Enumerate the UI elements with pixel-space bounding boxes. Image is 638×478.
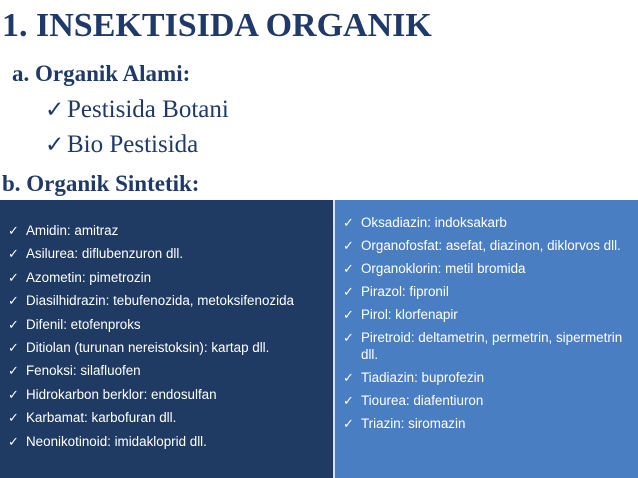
list-item-label: Neonikotinoid: imidakloprid dll. [26,433,207,449]
left-list [8,222,333,450]
checkmark-icon: ✓ [343,370,354,385]
checkmark-icon: ✓ [8,363,19,379]
list-item [343,283,634,300]
checkmark-icon: ✓ [8,410,19,426]
list-item [343,237,634,254]
list-item [8,222,333,239]
list-item-label: Fenoksi: silafluofen [26,363,141,379]
checkmark-icon: ✓ [8,269,19,285]
list-item-label: Piretroid: deltametrin, permetrin, sipermetrin dll. [361,330,623,362]
checkmark-icon: ✓ [343,261,354,276]
section-a-heading: a. Organik Alami: [12,61,191,86]
list-item-label: Oksadiazin: indoksakarb [361,215,507,230]
checkmark-icon: ✓ [45,132,65,157]
list-item [8,409,333,426]
checkmark-icon: ✓ [343,330,354,345]
list-item-label: Tiadiazin: buprofezin [361,370,485,385]
checkmark-icon: ✓ [343,416,354,431]
list-item-label: Hidrokarbon berklor: endosulfan [26,386,217,402]
list-item-label: Triazin: siromazin [361,416,466,431]
list-item [8,292,333,309]
list-item-label: Ditiolan (turunan nereistoksin): kartap dll. [26,339,270,355]
list-item-label: Organofosfat: asefat, diazinon, diklorvos dll. [361,238,621,253]
list-item [8,339,333,356]
list-item [8,362,333,379]
list-item-label: Azometin: pimetrozin [26,269,152,285]
list-item [343,329,634,363]
checkmark-icon: ✓ [8,246,19,262]
section-a-item [45,95,229,125]
section-b-heading: b. Organik Sintetik: [2,171,200,196]
checkmark-icon: ✓ [343,238,354,253]
list-item [8,269,333,286]
list-item [8,386,333,403]
list-item [343,306,634,323]
list-item-label: Difenil: etofenproks [26,316,141,332]
list-item [8,433,333,450]
list-item [343,392,634,409]
checkmark-icon: ✓ [8,386,19,402]
slide-title: 1. INSEKTISIDA ORGANIK [2,7,432,44]
checkmark-icon: ✓ [343,393,354,408]
section-a-item-label: Bio Pestisida [67,131,199,158]
section-a-item-label: Pestisida Botani [67,96,229,123]
right-list [343,214,634,432]
list-item [343,260,634,277]
checkmark-icon: ✓ [343,215,354,230]
list-item-label: Pirazol: fipronil [361,284,449,299]
list-item [343,415,634,432]
checkmark-icon: ✓ [8,316,19,332]
checkmark-icon: ✓ [45,97,65,122]
left-panel [0,200,333,478]
list-item [343,369,634,386]
list-item [343,214,634,231]
list-item-label: Organoklorin: metil bromida [361,261,526,276]
checkmark-icon: ✓ [8,339,19,355]
list-item [8,245,333,262]
checkmark-icon: ✓ [343,284,354,299]
section-a-item [45,130,198,160]
list-item-label: Asilurea: diflubenzuron dll. [26,246,184,262]
right-panel [333,200,638,478]
checkmark-icon: ✓ [8,223,19,238]
list-item-label: Amidin: amitraz [26,223,119,238]
list-item-label: Pirol: klorfenapir [361,307,458,322]
list-item-label: Tiourea: diafentiuron [361,393,484,408]
list-item-label: Diasilhidrazin: tebufenozida, metoksifenozida [26,293,294,309]
checkmark-icon: ✓ [8,293,19,309]
checkmark-icon: ✓ [8,433,19,449]
list-item-label: Karbamat: karbofuran dll. [26,410,177,426]
list-item [8,316,333,333]
checkmark-icon: ✓ [343,307,354,322]
